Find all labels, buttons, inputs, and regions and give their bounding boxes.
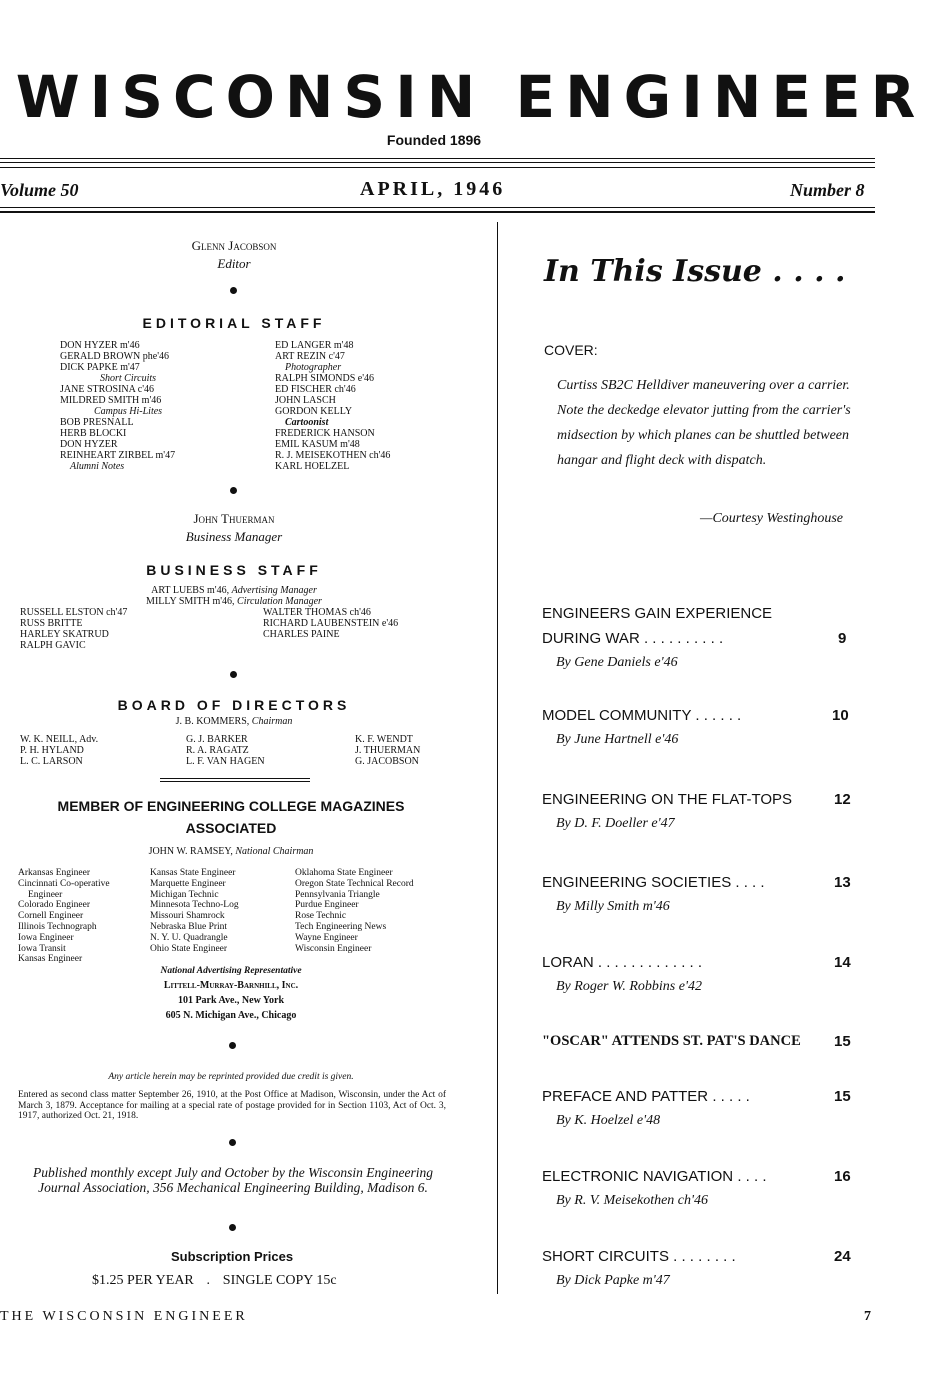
toc-entry-title[interactable] <box>542 1248 736 1265</box>
member-chair-role: National Chairman <box>235 846 314 857</box>
toc-byline: By Milly Smith m'46 <box>556 899 670 914</box>
member-magazine: Minnesota Techno-Log <box>150 900 239 911</box>
editorial-staff-heading: EDITORIAL STAFF <box>142 315 326 331</box>
toc-leader-dots: . . . . <box>735 874 765 891</box>
editorial-staff-right <box>275 340 390 472</box>
toc-entry-title-2[interactable] <box>542 630 723 647</box>
member-magazine: Arkansas Engineer <box>18 868 91 878</box>
bullet <box>230 287 237 294</box>
toc-entry-title[interactable]: ENGINEERS GAIN EXPERIENCE <box>542 605 773 622</box>
toc-page-number: 15 <box>834 1088 851 1105</box>
staff-name: REINHEART ZIRBEL m'47 <box>60 450 176 461</box>
rule <box>0 162 875 163</box>
cover-label: COVER: <box>544 342 598 358</box>
board-col-2 <box>186 734 265 767</box>
board-member: R. A. RAGATZ <box>186 745 249 756</box>
member-magazine: Oklahoma State Engineer <box>295 868 393 878</box>
member-heading-2: ASSOCIATED <box>185 820 277 836</box>
staff-name: RALPH GAVIC <box>20 640 86 651</box>
published-notice: Published monthly except July and October by the Wisconsin Engineering Journal Association, 356 Mechanical Engineering Building, Madison 6. <box>32 1165 434 1195</box>
toc-page-number: 14 <box>834 954 851 971</box>
business-manager-role: Business Manager <box>185 529 283 544</box>
business-staff-right <box>263 607 398 640</box>
toc-entry-title[interactable] <box>542 1088 750 1105</box>
member-chair-name: JOHN W. RAMSEY, <box>148 846 233 857</box>
toc-page-number: 9 <box>838 630 847 647</box>
toc-page-number: 13 <box>834 874 851 891</box>
toc-entry-title[interactable]: "OSCAR" ATTENDS ST. PAT'S DANCE <box>542 1033 801 1049</box>
cover-description: Curtiss SB2C Helldiver maneuvering over a carrier. Note the deckedge elevator jutting from the carrier's midsection by which planes can be shuttled between hangar and flight deck with dispatch. <box>557 378 851 468</box>
column-divider <box>497 222 498 1294</box>
member-magazine: Colorado Engineer <box>18 900 91 911</box>
editor-name: Glenn Jacobson <box>191 238 277 253</box>
staff-role: Alumni Notes <box>70 461 125 472</box>
staff-name: BOB PRESNALL <box>60 417 134 428</box>
staff-name: MILDRED SMITH m'46 <box>60 395 162 406</box>
board-heading: BOARD OF DIRECTORS <box>117 697 351 713</box>
toc-page-number: 15 <box>834 1033 851 1050</box>
toc-title-text: PREFACE AND PATTER <box>542 1088 709 1105</box>
business-staff-heading: BUSINESS STAFF <box>146 562 322 578</box>
staff-name: ART LUEBS m'46, <box>151 585 230 596</box>
staff-name: MILLY SMITH m'46, <box>146 596 235 607</box>
board-member: L. C. LARSON <box>20 756 83 767</box>
rep-name: Littell-Murray-Barnhill, Inc. <box>163 980 299 991</box>
member-col-1 <box>18 868 110 965</box>
board-chair-name: J. B. KOMMERS, <box>175 716 250 727</box>
reprint-notice: Any article herein may be reprinted provided due credit is given. <box>108 1072 354 1082</box>
staff-name: CHARLES PAINE <box>263 629 340 640</box>
short-rule <box>160 778 310 779</box>
staff-name: FREDERICK HANSON <box>275 428 375 439</box>
rep-address-1: 101 Park Ave., New York <box>177 995 285 1006</box>
toc-leader-dots: . . . . . <box>712 1088 750 1105</box>
staff-name: JANE STROSINA c'46 <box>60 384 155 395</box>
board-member: L. F. VAN HAGEN <box>186 756 265 767</box>
volume-label: Volume 50 <box>0 180 79 200</box>
rule <box>0 158 875 159</box>
staff-name: DON HYZER m'46 <box>60 340 140 351</box>
staff-name: EMIL KASUM m'48 <box>275 439 360 450</box>
member-magazine: Cincinnati Co-operative <box>18 878 110 889</box>
member-magazine: Nebraska Blue Print <box>150 921 228 932</box>
board-member: G. JACOBSON <box>355 756 419 767</box>
issue-number: Number 8 <box>790 180 865 200</box>
staff-name: RUSSELL ELSTON ch'47 <box>20 607 128 618</box>
toc-title-text: DURING WAR <box>542 630 640 647</box>
member-magazine: Oregon State Technical Record <box>295 878 414 889</box>
staff-name: RICHARD LAUBENSTEIN e'46 <box>263 618 399 629</box>
business-manager-line <box>0 585 468 596</box>
toc-leader-dots: . . . . . . . . . . . . . <box>597 954 703 971</box>
staff-role: Campus Hi-Lites <box>94 406 163 417</box>
editor-role: Editor <box>217 256 251 271</box>
toc-byline: By R. V. Meisekothen ch'46 <box>556 1193 709 1208</box>
toc-byline: By Roger W. Robbins e'42 <box>556 979 702 994</box>
member-magazine: Pennsylvania Triangle <box>295 889 380 900</box>
staff-role: Short Circuits <box>100 373 157 384</box>
toc-leader-dots: . . . . . . . . <box>673 1248 736 1265</box>
staff-name: GERALD BROWN phe'46 <box>60 351 170 362</box>
member-magazine: Cornell Engineer <box>18 911 84 922</box>
member-magazine: Marquette Engineer <box>150 878 226 889</box>
member-magazine: Michigan Technic <box>150 889 219 900</box>
staff-name: R. J. MEISEKOTHEN ch'46 <box>275 450 391 461</box>
toc-byline: By D. F. Doeller e'47 <box>556 816 675 831</box>
bullet <box>230 671 237 678</box>
price-separator: . <box>206 1273 211 1288</box>
member-chairman <box>0 846 462 857</box>
toc-title-text: ENGINEERING SOCIETIES <box>542 874 732 891</box>
member-col-3 <box>295 868 414 954</box>
board-member: J. THUERMAN <box>355 745 421 756</box>
in-this-issue-heading: In This Issue . . . . <box>544 254 846 289</box>
board-member: G. J. BARKER <box>186 734 248 745</box>
bullet <box>229 1224 236 1231</box>
price-single-copy: SINGLE COPY 15c <box>222 1273 337 1288</box>
member-heading: MEMBER OF ENGINEERING COLLEGE MAGAZINES <box>57 798 405 814</box>
staff-name: HERB BLOCKI <box>60 428 127 439</box>
founded-line: Founded 1896 <box>386 132 482 148</box>
board-chair-role: Chairman <box>251 716 293 727</box>
subscription-heading: Subscription Prices <box>170 1249 294 1264</box>
toc-page-number: 10 <box>832 707 849 724</box>
bullet <box>229 1139 236 1146</box>
staff-role: Cartoonist <box>285 417 329 428</box>
toc-leader-dots: . . . . . . <box>695 707 742 724</box>
toc-title-text: MODEL COMMUNITY <box>542 707 692 724</box>
toc-page-number: 24 <box>834 1248 851 1265</box>
footer-page-number: 7 <box>864 1309 871 1324</box>
bullet <box>230 487 237 494</box>
staff-role: Photographer <box>285 362 342 373</box>
toc-byline: By Gene Daniels e'46 <box>556 655 678 670</box>
toc-entry-title[interactable] <box>542 707 741 724</box>
masthead-title: WISCONSIN ENGINEER <box>15 63 926 131</box>
toc-entry-title[interactable]: ENGINEERING ON THE FLAT-TOPS <box>542 791 793 808</box>
staff-name: DON HYZER <box>60 439 118 450</box>
editorial-staff-left <box>60 340 175 472</box>
toc-byline: By K. Hoelzel e'48 <box>556 1113 661 1128</box>
staff-name: ED FISCHER ch'46 <box>275 384 356 395</box>
member-magazine: Engineer <box>28 889 63 900</box>
member-magazine: N. Y. U. Quadrangle <box>150 932 228 943</box>
rule <box>0 211 875 213</box>
price-per-year: $1.25 PER YEAR <box>92 1273 194 1288</box>
member-col-2 <box>150 868 239 954</box>
member-magazine: Wayne Engineer <box>295 932 358 943</box>
staff-name: ED LANGER m'48 <box>275 340 354 351</box>
member-magazine: Iowa Engineer <box>18 932 74 943</box>
member-magazine: Wisconsin Engineer <box>295 943 372 954</box>
member-magazine: Rose Technic <box>295 911 347 922</box>
toc-byline: By Dick Papke m'47 <box>556 1273 670 1288</box>
member-magazine: Ohio State Engineer <box>150 943 228 954</box>
business-manager-name: John Thuerman <box>193 511 275 526</box>
board-col-3 <box>355 734 420 767</box>
member-magazine: Kansas State Engineer <box>150 868 236 878</box>
staff-name: RALPH SIMONDS e'46 <box>275 373 375 384</box>
staff-name: ART REZIN c'47 <box>275 351 345 362</box>
toc-title-text: SHORT CIRCUITS <box>542 1248 669 1265</box>
board-member: W. K. NEILL, Adv. <box>20 734 99 745</box>
toc-byline: By June Hartnell e'46 <box>556 732 679 747</box>
circulation-manager-line <box>0 596 468 607</box>
toc-page-number: 16 <box>834 1168 851 1185</box>
subscription-prices <box>92 1273 337 1289</box>
toc-entry-title[interactable] <box>542 954 702 971</box>
toc-leader-dots: . . . . . . . . . . <box>643 630 724 647</box>
board-col-1 <box>20 734 98 767</box>
board-chairman <box>0 716 468 727</box>
footer-publication: THE WISCONSIN ENGINEER <box>0 1309 248 1324</box>
rule <box>0 207 875 208</box>
board-member: P. H. HYLAND <box>20 745 84 756</box>
member-magazine: Purdue Engineer <box>295 900 359 911</box>
member-magazine: Kansas Engineer <box>18 954 83 965</box>
toc-title-text: LORAN <box>542 954 594 971</box>
business-staff-left <box>20 607 127 651</box>
staff-name: DICK PAPKE m'47 <box>60 362 140 373</box>
entered-notice: Entered as second class matter September 26, 1910, at the Post Office at Madison, Wisconsin, under the Act of March 3, 1879. Acceptance for mailing at a special rate of postage provided for in Section 1103, Act of Oct. 3, 1917, authorized Oct. 21, 1918. <box>18 1090 446 1121</box>
staff-name: JOHN LASCH <box>275 395 336 406</box>
member-magazine: Iowa Transit <box>18 943 66 954</box>
staff-role: Advertising Manager <box>231 585 317 596</box>
staff-name: RUSS BRITTE <box>20 618 83 629</box>
toc-page-number: 12 <box>834 791 851 808</box>
staff-role: Circulation Manager <box>237 596 322 607</box>
short-rule <box>160 781 310 782</box>
member-magazine: Illinois Technograph <box>18 921 97 932</box>
member-magazine: Missouri Shamrock <box>150 911 225 922</box>
toc-leader-dots: . . . . <box>737 1168 767 1185</box>
rep-label: National Advertising Representative <box>160 966 302 976</box>
issue-date: APRIL, 1946 <box>360 178 506 200</box>
rule <box>0 167 875 168</box>
staff-name: GORDON KELLY <box>275 406 353 417</box>
board-member: K. F. WENDT <box>355 734 413 745</box>
toc-entry-title[interactable] <box>542 874 765 891</box>
staff-name: KARL HOELZEL <box>275 461 350 472</box>
bullet <box>229 1042 236 1049</box>
cover-credit: —Courtesy Westinghouse <box>700 511 843 526</box>
toc-entry-title[interactable] <box>542 1168 767 1185</box>
toc-title-text: ELECTRONIC NAVIGATION <box>542 1168 734 1185</box>
rep-address-2: 605 N. Michigan Ave., Chicago <box>165 1010 297 1021</box>
member-magazine: Tech Engineering News <box>295 921 387 932</box>
staff-name: HARLEY SKATRUD <box>20 629 109 640</box>
staff-name: WALTER THOMAS ch'46 <box>263 607 371 618</box>
